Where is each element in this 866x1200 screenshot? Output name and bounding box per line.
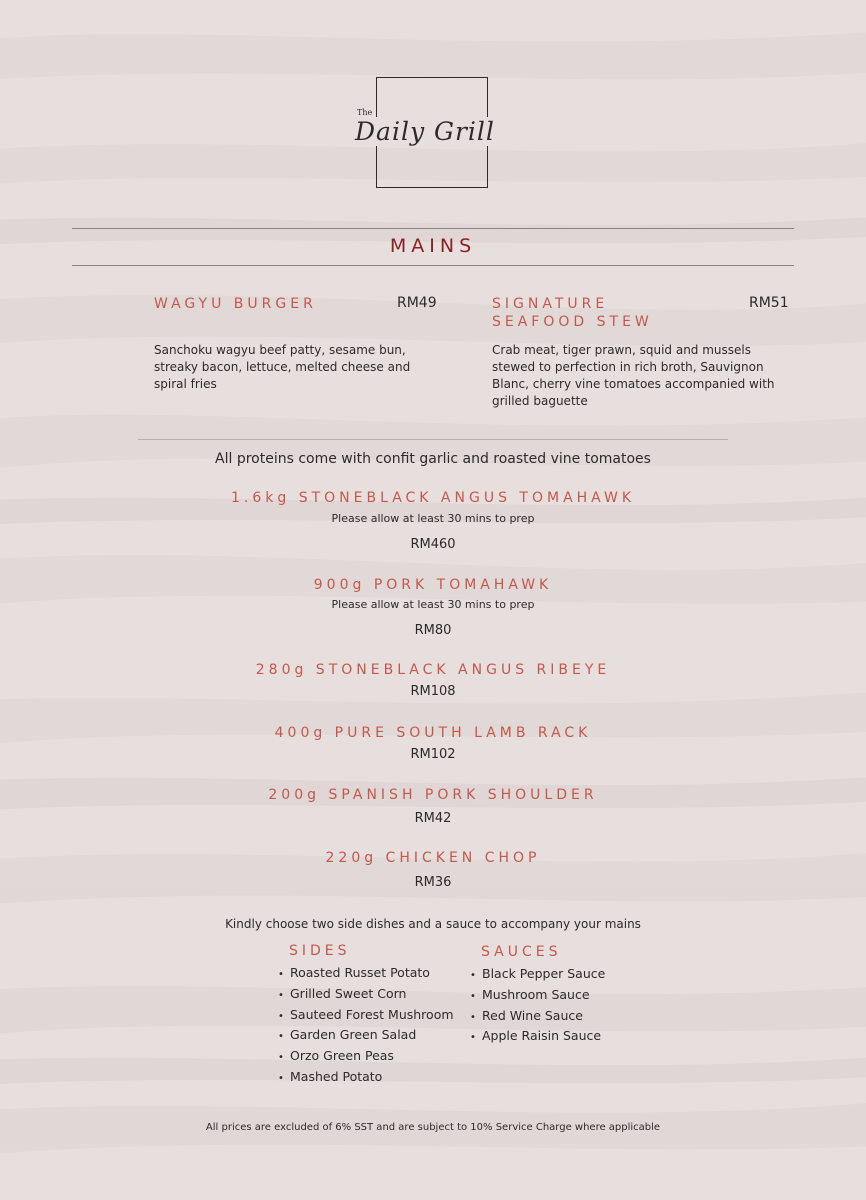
logo-wordmark: Daily Grill: [352, 117, 524, 146]
protein-price: RM460: [410, 537, 456, 552]
protein-name: 1.6kg STONEBLACK ANGUS TOMAHAWK: [230, 490, 636, 506]
list-item: • Mashed Potato: [278, 1068, 383, 1084]
list-item: • Orzo Green Peas: [278, 1048, 394, 1064]
list-item: • Garden Green Salad: [278, 1027, 417, 1043]
protein-price: RM108: [410, 684, 456, 699]
dish-name-seafood-stew-line1: SIGNATURE: [492, 296, 609, 312]
divider-top: [72, 228, 794, 229]
protein-price: RM102: [410, 747, 456, 762]
divider-bottom: [72, 265, 794, 266]
dish-desc-wagyu-burger: Sanchoku wagyu beef patty, sesame bun, streaky bacon, lettuce, melted cheese and spiral fries: [154, 343, 411, 391]
protein-prep: Please allow at least 30 mins to prep: [331, 512, 535, 525]
divider-proteins: [138, 439, 728, 440]
protein-name: 280g STONEBLACK ANGUS RIBEYE: [255, 662, 611, 678]
protein-price: RM80: [414, 623, 452, 638]
protein-price: RM42: [414, 811, 452, 826]
section-title: MAINS: [389, 235, 477, 257]
dish-desc-seafood-stew: Crab meat, tiger prawn, squid and mussels stewed to perfection in rich broth, Sauvignon Blanc, cherry vine tomatoes accompanied with grilled baguette: [492, 343, 775, 408]
protein-price: RM36: [414, 875, 452, 890]
protein-name: 400g PURE SOUTH LAMB RACK: [274, 725, 592, 741]
sides-list: [278, 965, 454, 1090]
dish-price-wagyu-burger: RM49: [397, 295, 437, 311]
sides-title: SIDES: [289, 943, 351, 959]
sauces-title: SAUCES: [481, 944, 562, 960]
list-item: • Red Wine Sauce: [470, 1007, 583, 1023]
dish-price-seafood-stew: RM51: [749, 295, 789, 311]
protein-name: 200g SPANISH PORK SHOULDER: [268, 787, 598, 803]
dish-name-seafood-stew-line2: SEAFOOD STEW: [492, 314, 653, 330]
list-item: • Sauteed Forest Mushroom: [278, 1006, 454, 1022]
list-item: • Roasted Russet Potato: [278, 965, 430, 980]
choose-note: Kindly choose two side dishes and a sauce to accompany your mains: [225, 917, 641, 931]
sauces-list: [470, 966, 605, 1049]
list-item: • Apple Raisin Sauce: [470, 1028, 602, 1044]
protein-note: All proteins come with confit garlic and roasted vine tomatoes: [215, 451, 651, 467]
list-item: • Mushroom Sauce: [470, 986, 590, 1002]
protein-prep: Please allow at least 30 mins to prep: [331, 598, 535, 611]
footer-note: All prices are excluded of 6% SST and are subject to 10% Service Charge where applicable: [205, 1122, 661, 1133]
dish-name-wagyu-burger: WAGYU BURGER: [154, 296, 317, 312]
protein-name: 220g CHICKEN CHOP: [325, 850, 541, 866]
list-item: • Black Pepper Sauce: [470, 966, 606, 981]
protein-name: 900g PORK TOMAHAWK: [313, 577, 553, 593]
logo-the: The: [357, 108, 373, 117]
list-item: • Grilled Sweet Corn: [278, 985, 407, 1001]
